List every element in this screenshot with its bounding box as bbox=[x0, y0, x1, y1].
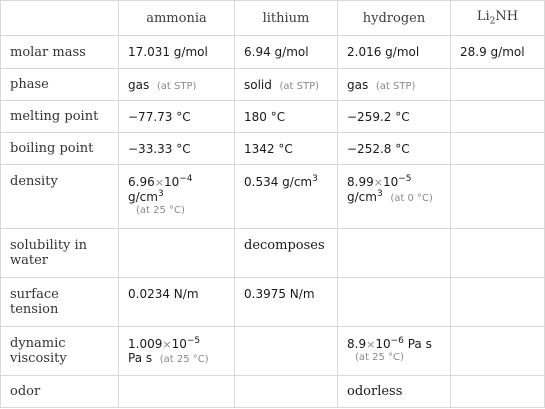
ammonia-boiling-point: −33.33 °C bbox=[119, 133, 235, 165]
label-phase: phase bbox=[1, 69, 119, 101]
ammonia-phase-note: (at STP) bbox=[156, 80, 197, 92]
label-density: density bbox=[1, 165, 119, 229]
ammonia-molar-mass: 17.031 g/mol bbox=[119, 36, 235, 69]
lithium-density: 0.534 $g/cm^3$ bbox=[235, 165, 338, 229]
ammonia-density: $6.96\times 10^{-4}$ $g/cm^3$ (at 25 °C) bbox=[119, 165, 235, 229]
row-boiling-point bbox=[1, 133, 545, 165]
label-boiling-point: boiling point bbox=[1, 133, 119, 165]
row-density bbox=[1, 165, 545, 229]
row-molar-mass bbox=[1, 36, 545, 69]
lithium-phase: solid (at STP) bbox=[235, 69, 338, 101]
label-odor: odor bbox=[1, 376, 119, 408]
ammonia-odor bbox=[119, 376, 235, 408]
li2nh-viscosity bbox=[451, 327, 545, 376]
row-phase bbox=[1, 69, 545, 101]
hydrogen-viscosity: $8.9\times 10^{-6}$ Pa s (at 25 °C) bbox=[338, 327, 451, 376]
header-lithium-imide: $Li_2NH$ bbox=[451, 1, 545, 36]
lithium-melting-point: 180 °C bbox=[235, 101, 338, 133]
li2nh-density bbox=[451, 165, 545, 229]
ammonia-melting-point: −77.73 °C bbox=[119, 101, 235, 133]
hydrogen-molar-mass: 2.016 g/mol bbox=[338, 36, 451, 69]
label-melting-point: melting point bbox=[1, 101, 119, 133]
row-odor bbox=[1, 376, 545, 408]
lithium-boiling-point: 1342 °C bbox=[235, 133, 338, 165]
hydrogen-viscosity-note: (at 25 °C) bbox=[355, 352, 404, 363]
li2nh-molar-mass: 28.9 g/mol bbox=[451, 36, 545, 69]
row-melting-point bbox=[1, 101, 545, 133]
lithium-surface-tension: 0.3975 N/m bbox=[235, 278, 338, 327]
hydrogen-density: $8.99\times 10^{-5}$ $g/cm^3$ (at 0 °C) bbox=[338, 165, 451, 229]
header-lithium: lithium bbox=[235, 1, 338, 36]
header-blank-cell bbox=[1, 1, 119, 36]
li2nh-solubility bbox=[451, 229, 545, 278]
hydrogen-phase-note: (at STP) bbox=[375, 80, 416, 92]
hydrogen-surface-tension bbox=[338, 278, 451, 327]
ammonia-solubility bbox=[119, 229, 235, 278]
lithium-molar-mass: 6.94 g/mol bbox=[235, 36, 338, 69]
ammonia-viscosity: $1.009\times 10^{-5}$ Pa s (at 25 °C) bbox=[119, 327, 235, 376]
ammonia-viscosity-note: (at 25 °C) bbox=[159, 354, 209, 365]
li2nh-boiling-point bbox=[451, 133, 545, 165]
label-solubility: solubility in water bbox=[1, 229, 119, 278]
li2nh-melting-point bbox=[451, 101, 545, 133]
label-viscosity: dynamic viscosity bbox=[1, 327, 119, 376]
row-surface-tension bbox=[1, 278, 545, 327]
row-solubility bbox=[1, 229, 545, 278]
header-hydrogen: hydrogen bbox=[338, 1, 451, 36]
lithium-phase-note: (at STP) bbox=[279, 80, 320, 92]
lithium-odor bbox=[235, 376, 338, 408]
ammonia-surface-tension: 0.0234 N/m bbox=[119, 278, 235, 327]
li2nh-phase bbox=[451, 69, 545, 101]
hydrogen-boiling-point: −252.8 °C bbox=[338, 133, 451, 165]
label-surface-tension: surface tension bbox=[1, 278, 119, 327]
label-molar-mass: molar mass bbox=[1, 36, 119, 69]
hydrogen-melting-point: −259.2 °C bbox=[338, 101, 451, 133]
row-viscosity bbox=[1, 327, 545, 376]
li2nh-surface-tension bbox=[451, 278, 545, 327]
hydrogen-phase: gas (at STP) bbox=[338, 69, 451, 101]
hydrogen-solubility bbox=[338, 229, 451, 278]
hydrogen-density-note: (at 0 °C) bbox=[390, 193, 433, 204]
header-ammonia: ammonia bbox=[119, 1, 235, 36]
header-row bbox=[1, 1, 545, 36]
ammonia-density-note: (at 25 °C) bbox=[136, 205, 185, 216]
hydrogen-odor: odorless bbox=[338, 376, 451, 408]
li2nh-odor bbox=[451, 376, 545, 408]
ammonia-phase: gas (at STP) bbox=[119, 69, 235, 101]
lithium-viscosity bbox=[235, 327, 338, 376]
lithium-solubility: decomposes bbox=[235, 229, 338, 278]
